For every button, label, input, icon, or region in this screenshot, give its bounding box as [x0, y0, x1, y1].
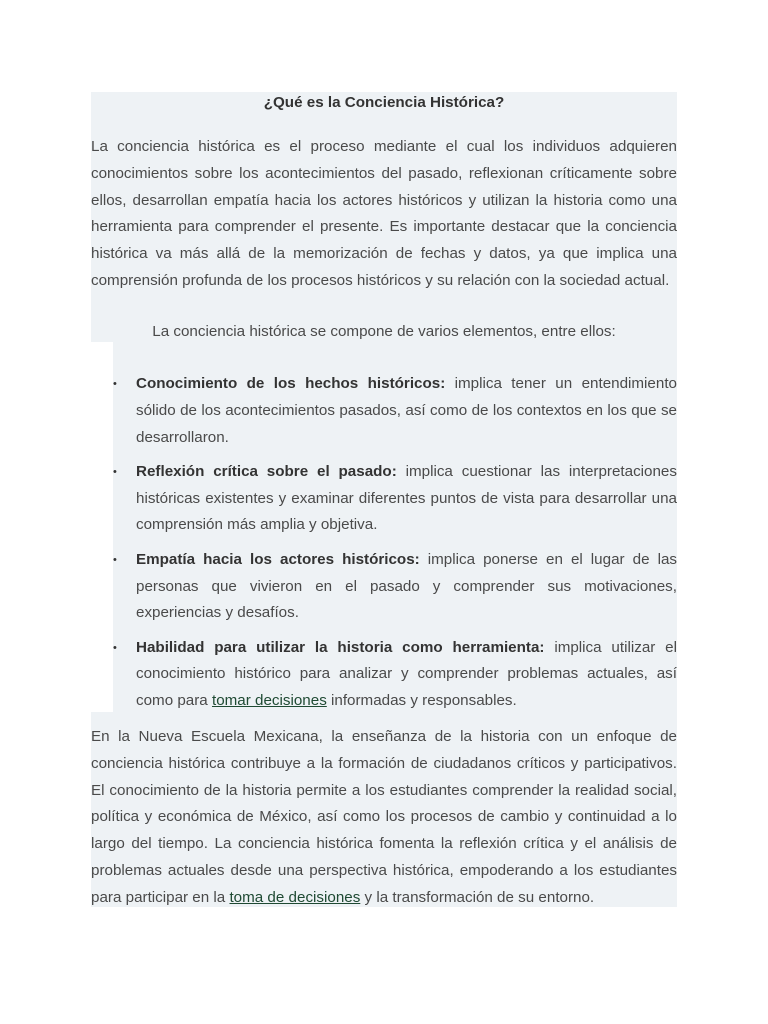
- list-item-text: implica cuestionar las interpretaciones históricas existentes y examinar diferentes puntos de vista para desarrollar una comprensión más amplia y objetiva.: [136, 462, 677, 534]
- list-item: [113, 547, 677, 627]
- toma-de-decisiones-link[interactable]: toma de decisiones: [229, 888, 361, 906]
- list-item-text: implica ponerse en el lugar de las personas que vivieron en el pasado y comprender sus motivaciones, experiencias y desafíos.: [136, 550, 677, 622]
- tomar-decisiones-link[interactable]: tomar decisiones: [211, 692, 327, 710]
- list-item-term: Reflexión crítica sobre el pasado:: [136, 462, 397, 480]
- closing-paragraph-text-end: y la transformación de su entorno.: [360, 888, 595, 906]
- closing-paragraph: [91, 724, 677, 912]
- intro-paragraph: La conciencia histórica es el proceso mediante el cual los individuos adquieren conocimientos sobre los acontecimientos del pasado, reflexionan críticamente sobre ellos, desarrollan empatía hacia los actores históricos y utilizan la historia como una herramienta para comprender el presente. Es importante destacar que la conciencia histórica va más allá de la memorización de fechas y datos, ya que implica una comprensión profunda de los procesos históricos y su relación con la sociedad actual.: [91, 138, 677, 289]
- list-item: [113, 371, 677, 451]
- list-item: [113, 459, 677, 539]
- list-item-text: implica utilizar el conocimiento histórico para analizar y comprender problemas actuales, así como para: [136, 638, 677, 710]
- document-title: ¿Qué es la Conciencia Histórica?: [263, 94, 505, 111]
- elements-intro: La conciencia histórica se compone de varios elementos, entre ellos:: [152, 323, 616, 340]
- bullet-icon: •: [113, 465, 117, 478]
- list-item-text-end: informadas y responsables.: [326, 692, 517, 710]
- elements-list: [113, 371, 677, 723]
- list-item: [113, 635, 677, 715]
- bullet-icon: •: [113, 553, 117, 566]
- list-item-term: Habilidad para utilizar la historia como herramienta:: [136, 638, 545, 656]
- bullet-icon: •: [113, 641, 117, 654]
- list-item-text: implica tener un entendimiento sólido de los acontecimientos pasados, así como de los contextos en los que se desarrollaron.: [136, 375, 677, 446]
- bullet-icon: •: [113, 378, 117, 390]
- closing-paragraph-text: En la Nueva Escuela Mexicana, la enseñanza de la historia con un enfoque de conciencia histórica contribuye a la formación de ciudadanos críticos y participativos. El conocimiento de la historia permite a los estudiantes comprender la realidad social, política y económica de México, así como los procesos de cambio y continuidad a lo largo del tiempo. La conciencia histórica fomenta la reflexión crítica y el análisis de problemas actuales desde una perspectiva histórica, empoderando a los estudiantes para participar en la: [91, 728, 677, 906]
- list-item-term: Conocimiento de los hechos históricos:: [136, 375, 446, 392]
- list-item-term: Empatía hacia los actores históricos:: [136, 550, 420, 568]
